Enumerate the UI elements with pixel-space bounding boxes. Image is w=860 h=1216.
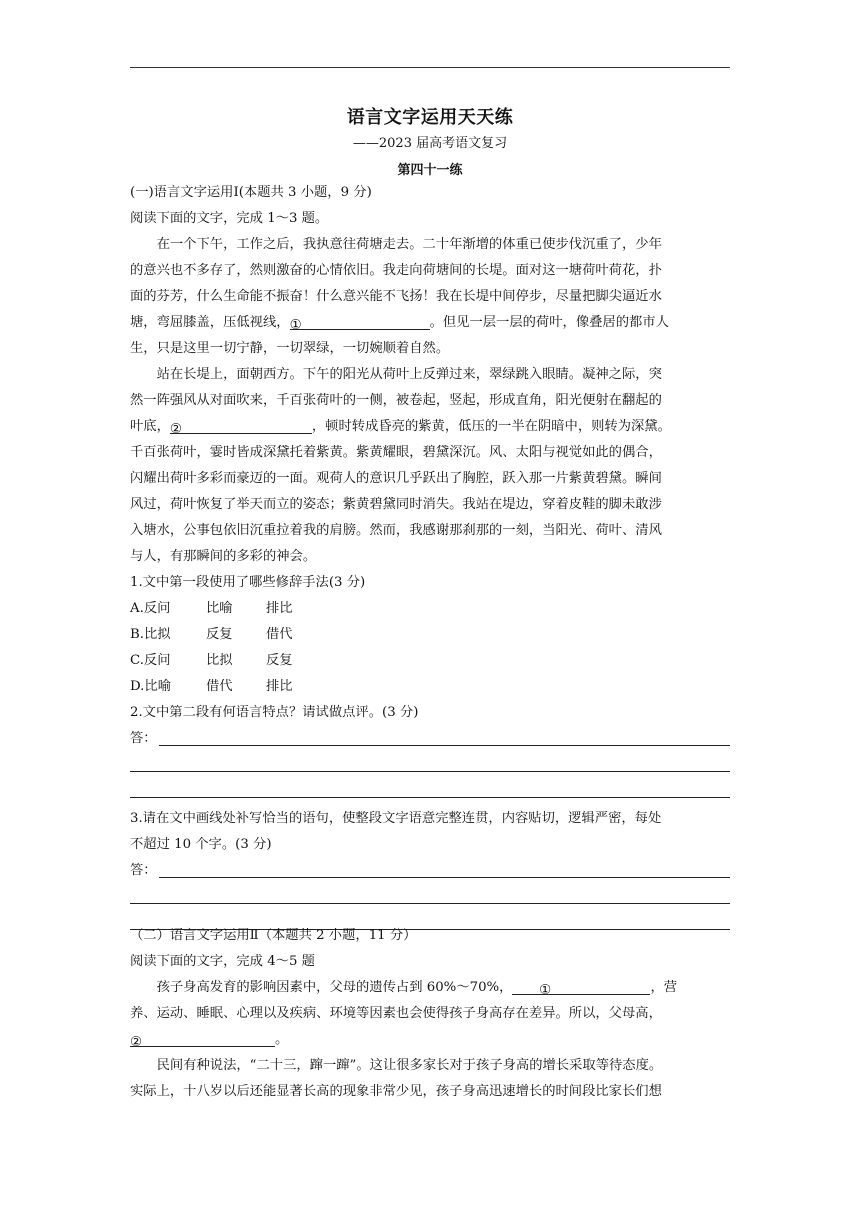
text-line: 的意兴也不多存了，然则激奋的心情依旧。我走向荷塘间的长堤。面对这一塘荷叶荷花，扑	[130, 263, 662, 278]
text-line: 然一阵强风从对面吹来，千百张荷叶的一侧，被卷起，竖起，形成直角，阳光便射在翻起的	[130, 393, 662, 408]
text-line: 面的芬芳，什么生命能不振奋！什么意兴能不飞扬！我在长堤中间停步，尽量把脚尖逼近水	[130, 289, 662, 304]
option-word: 排比	[266, 601, 293, 616]
option-word: 借代	[206, 679, 233, 694]
text-line: 生，只是这里一切宁静，一切翠绿，一切婉顺着自然。	[130, 341, 450, 356]
question-2-stem: 2.文中第二段有何语言特点？请试做点评。(3 分)	[130, 705, 419, 720]
question-1-stem: 1.文中第一段使用了哪些修辞手法(3 分)	[130, 575, 366, 590]
question-3-stem-line-1: 3.请在文中画线处补写恰当的语句，使整段文字语意完整连贯，内容贴切，逻辑严密，每处	[130, 811, 662, 826]
text-line: 在一个下午，工作之后，我执意往荷塘走去。二十年渐增的体重已使步伐沉重了，少年	[156, 237, 662, 252]
passage-2-paragraph-1	[130, 975, 730, 1053]
blank-number: ①	[289, 318, 302, 333]
option-word: 比喻	[206, 601, 233, 616]
text-line: 站在长堤上，面朝西方。下午的阳光从荷叶上反弹过来，翠绿跳入眼睛。凝神之际，突	[156, 367, 662, 382]
fill-blank-1[interactable]	[289, 313, 430, 333]
answer-3-line-2[interactable]	[130, 884, 730, 910]
blank-number: ②	[130, 1035, 142, 1050]
blank-number: ②	[169, 422, 182, 437]
option-key: D.比喻	[130, 679, 172, 694]
text-line: 风过，荷叶恢复了举天而立的姿态；紫黄碧黛同时消失。我站在堤边，穿着皮鞋的脚未敢涉	[130, 497, 662, 512]
answer-3-row	[130, 858, 730, 884]
fill-blank-4-1[interactable]	[512, 978, 650, 998]
option-key: B.比拟	[130, 627, 171, 642]
page-subtitle: ——2023 届高考语文复习	[352, 136, 508, 151]
section-1-instruction: 阅读下面的文字，完成 1～3 题。	[130, 211, 329, 226]
text-line	[130, 975, 730, 1001]
passage-paragraph-1	[130, 232, 730, 362]
text-line: 千百张荷叶，霎时皆成深黛托着紫黄。紫黄耀眼，碧黛深沉。风、太阳与视觉如此的偶合，	[130, 445, 662, 460]
answer-label: 答：	[130, 863, 157, 878]
text-segment: 叶底，	[130, 419, 170, 434]
text-segment: ，营	[650, 980, 678, 995]
text-line: 与人，有那瞬间的多彩的神会。	[130, 549, 317, 564]
option-word: 反复	[266, 653, 293, 668]
option-key: A.反问	[130, 601, 171, 616]
option-a[interactable]	[130, 596, 730, 622]
answer-label: 答：	[130, 731, 157, 746]
fill-blank-2[interactable]	[169, 417, 312, 437]
text-line	[130, 1027, 730, 1053]
lesson-title: 第四十一练	[397, 163, 463, 178]
page-title: 语言文字运用天天练	[346, 107, 514, 128]
fill-blank-4-2[interactable]	[130, 1030, 275, 1050]
section-1	[130, 180, 730, 936]
text-segment: 。	[275, 1032, 289, 1047]
answer-2-line-1[interactable]	[159, 745, 730, 746]
section-2	[130, 923, 730, 1105]
option-d[interactable]	[130, 674, 730, 700]
answer-2-row	[130, 726, 730, 752]
text-line	[130, 414, 730, 440]
option-word: 比拟	[206, 653, 233, 668]
option-word: 反复	[206, 627, 233, 642]
header-rule	[130, 67, 730, 68]
text-segment: 塘，弯屈膝盖，压低视线，	[130, 315, 290, 330]
text-line: 入塘水，公事包依旧沉重拉着我的肩膀。然而，我感谢那刹那的一刻，当阳光、荷叶、清风	[130, 523, 662, 538]
blank-number: ①	[539, 983, 551, 998]
option-word: 排比	[266, 679, 293, 694]
answer-2-line-3[interactable]	[130, 778, 730, 804]
question-3-stem-line-2: 不超过 10 个字。(3 分)	[130, 837, 272, 852]
text-line: 实际上，十八岁以后还能显著长高的现象非常少见，孩子身高迅速增长的时间段比家长们想	[130, 1084, 662, 1099]
text-line: 民间有种说法，“二十三，蹿一蹿”。这让很多家长对于孩子身高的增长采取等待态度。	[156, 1058, 663, 1073]
option-c[interactable]	[130, 648, 730, 674]
passage-2-paragraph-2	[130, 1053, 730, 1105]
text-segment: 孩子身高发育的影响因素中，父母的遗传占到 60%～70%，	[156, 980, 513, 995]
text-segment: ，顿时转成昏亮的紫黄，低压的一半在阴暗中，则转为深黛。	[311, 419, 671, 434]
section-2-instruction: 阅读下面的文字，完成 4～5 题	[130, 954, 315, 969]
text-line: 闪耀出荷叶多彩而豪迈的一面。观荷人的意识几乎跃出了胸腔，跃入那一片紫黄碧黛。瞬间	[130, 471, 662, 486]
passage-paragraph-2	[130, 362, 730, 570]
section-1-heading: (一)语言文字运用Ⅰ(本题共 3 小题，9 分)	[130, 185, 372, 200]
answer-3-line-1[interactable]	[159, 877, 730, 878]
section-2-heading: （二）语言文字运用Ⅱ（本题共 2 小题，11 分）	[130, 928, 417, 943]
option-key: C.反问	[130, 653, 171, 668]
answer-2-line-2[interactable]	[130, 752, 730, 778]
text-segment: 。但见一层一层的荷叶，像叠居的都市人	[429, 315, 669, 330]
text-line: 养、运动、睡眠、心理以及疾病、环境等因素也会使得孩子身高存在差异。所以，父母高，	[130, 1006, 662, 1021]
option-b[interactable]	[130, 622, 730, 648]
option-word: 借代	[266, 627, 293, 642]
text-line	[130, 310, 730, 336]
